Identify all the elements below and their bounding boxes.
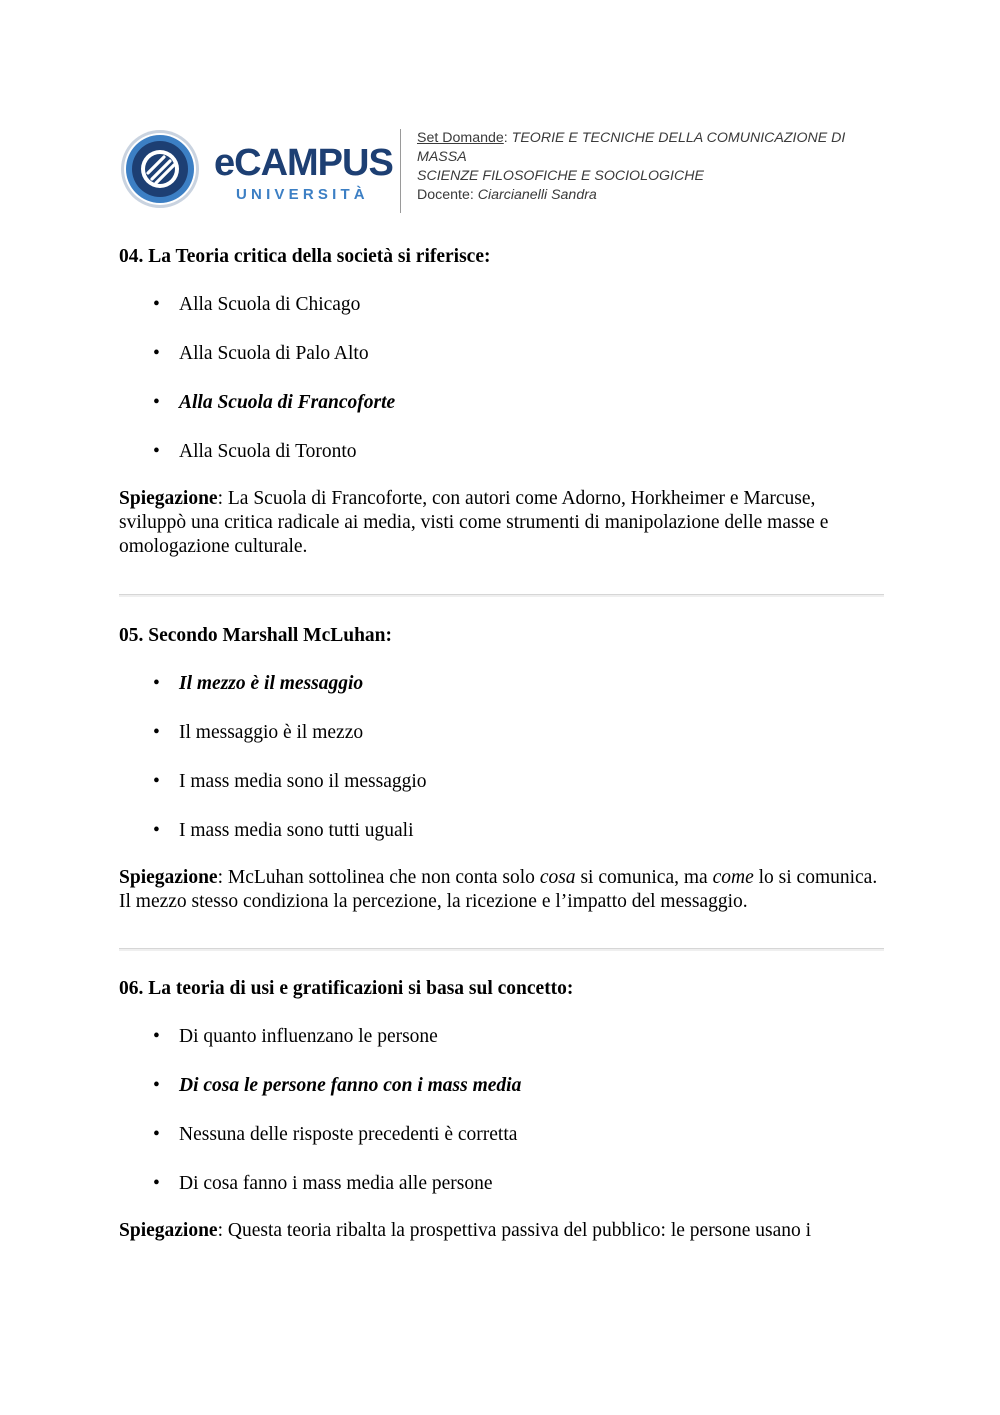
option-text: Nessuna delle risposte precedenti è corretta (179, 1124, 518, 1145)
ecampus-seal-logo (120, 129, 200, 209)
question-list (119, 244, 884, 1243)
docente-name: Ciarcianelli Sandra (477, 187, 597, 203)
question-title: 05. Secondo Marshall McLuhan: (119, 625, 393, 646)
bullet-icon: • (153, 722, 160, 743)
faculty-name: SCIENZE FILOSOFICHE E SOCIOLOGICHE (417, 168, 704, 184)
course-title: TEORIE E TECNICHE DELLA COMUNICAZIONE DI MASSA (417, 130, 846, 165)
explanation-label: Spiegazione (119, 488, 218, 509)
document-header (118, 125, 888, 217)
bullet-icon: • (153, 392, 160, 413)
option-text: I mass media sono tutti uguali (179, 820, 414, 841)
ecampus-wordmark (214, 143, 392, 213)
question-05 (119, 623, 884, 914)
bullet-icon: • (153, 1124, 160, 1145)
explanation-emphasis: come (712, 867, 754, 888)
option-text: Alla Scuola di Francoforte (179, 392, 396, 413)
answer-option (119, 769, 884, 795)
answer-options (119, 292, 884, 465)
answer-option (119, 292, 884, 318)
correct-answer-option (119, 390, 884, 416)
answer-option (119, 1171, 884, 1197)
explanation: Spiegazione: La Scuola di Francoforte, con autori come Adorno, Horkheimer e Marcuse, sviluppò una critica radicale ai media, visti come strumenti di manipolazione delle masse e omologazione culturale. (119, 488, 829, 557)
course-info (417, 129, 887, 205)
option-text: Alla Scuola di Palo Alto (179, 343, 369, 364)
explanation-label: Spiegazione (119, 867, 218, 888)
section-separator (119, 948, 884, 951)
explanation-text: si comunica, ma (575, 867, 713, 888)
bullet-icon: • (153, 771, 160, 792)
option-text: Di cosa fanno i mass media alle persone (179, 1173, 493, 1194)
question-title: 04. La Teoria critica della società si riferisce: (119, 246, 491, 267)
answer-option (119, 1024, 884, 1050)
faculty-line (417, 167, 887, 186)
option-text: Il messaggio è il mezzo (179, 722, 364, 743)
set-label: Set Domande (417, 130, 504, 146)
option-text: Alla Scuola di Chicago (179, 294, 361, 315)
bullet-icon: • (153, 673, 160, 694)
option-text: Di cosa le persone fanno con i mass media (179, 1075, 522, 1096)
question-title: 06. La teoria di usi e gratificazioni si basa sul concetto: (119, 978, 574, 999)
option-text: Il mezzo è il messaggio (179, 673, 364, 694)
option-text: Di quanto influenzano le persone (179, 1026, 438, 1047)
bullet-icon: • (153, 1173, 160, 1194)
explanation-text: : McLuhan sottolinea che non conta solo (217, 867, 540, 888)
bullet-icon: • (153, 343, 160, 364)
explanation (119, 866, 884, 914)
question-06 (119, 976, 884, 1243)
question-04 (119, 244, 884, 559)
correct-answer-option (119, 671, 884, 697)
explanation-text: Questa teoria ribalta la prospettiva passiva del pubblico: le persone usano i (227, 1220, 812, 1241)
option-text: Alla Scuola di Toronto (179, 441, 357, 462)
header-divider (400, 129, 401, 213)
section-separator (119, 594, 884, 597)
bullet-icon: • (153, 294, 160, 315)
answer-option (119, 720, 884, 746)
explanation-text: lo si comunica. Il mezzo stesso condiziona la percezione, la ricezione e l’impatto del messaggio. (119, 867, 878, 912)
explanation-text: La Scuola di Francoforte, con autori come Adorno, Horkheimer e Marcuse, sviluppò una critica radicale ai media, visti come strumenti di manipolazione delle masse e omologazione culturale. (119, 488, 829, 557)
explanation: Spiegazione: Questa teoria ribalta la prospettiva passiva del pubblico: le persone usano i (119, 1220, 812, 1241)
option-text: I mass media sono il messaggio (179, 771, 427, 792)
answer-option (119, 341, 884, 367)
brand-word: eCAMPUS (214, 142, 393, 184)
brand-sub: UNIVERSITÀ (236, 186, 369, 203)
bullet-icon: • (153, 1075, 160, 1096)
bullet-icon: • (153, 441, 160, 462)
answer-option (119, 439, 884, 465)
bullet-icon: • (153, 820, 160, 841)
explanation-label: Spiegazione (119, 1220, 218, 1241)
answer-options (119, 671, 884, 844)
bullet-icon: • (153, 1026, 160, 1047)
answer-option (119, 1122, 884, 1148)
answer-options (119, 1024, 884, 1197)
set-line: Set Domande: TEORIE E TECNICHE DELLA COMUNICAZIONE DI MASSA (417, 130, 846, 165)
docente-line (417, 186, 887, 205)
explanation-emphasis: cosa (539, 867, 576, 888)
docente-label: Docente: (417, 187, 474, 203)
answer-option (119, 818, 884, 844)
correct-answer-option (119, 1073, 884, 1099)
